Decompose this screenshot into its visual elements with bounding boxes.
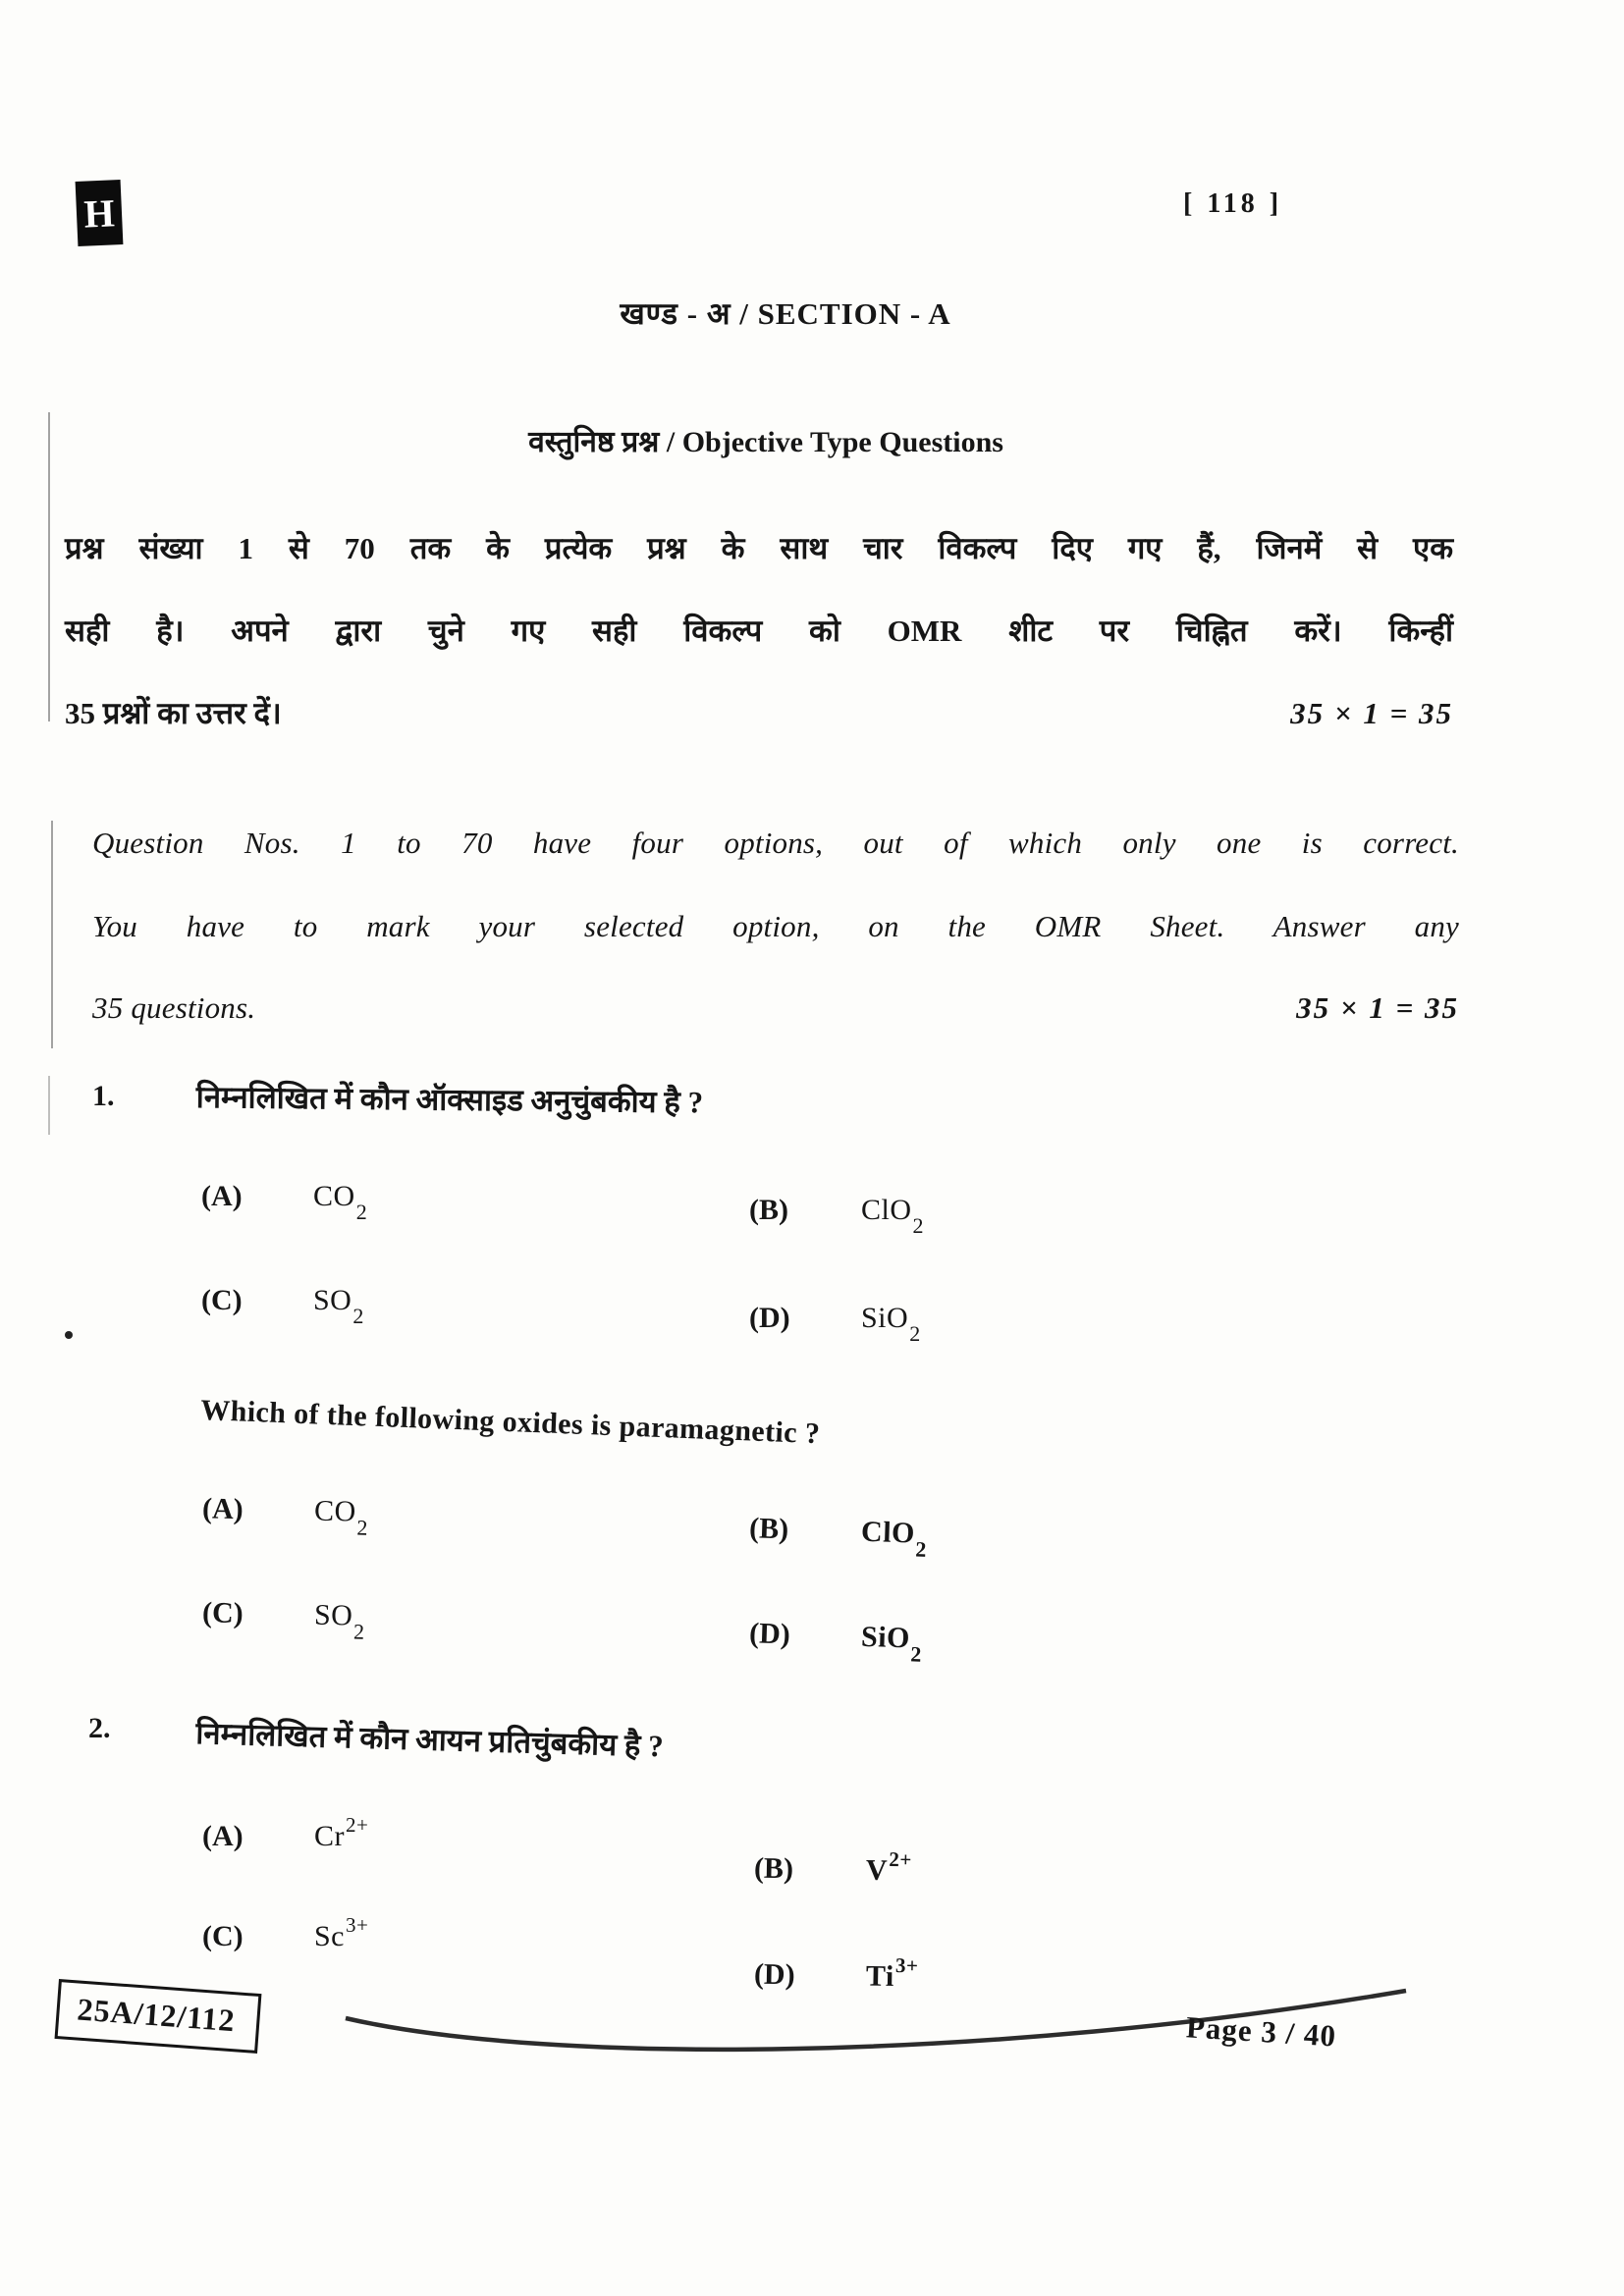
english-instructions-line3: 35 questions.: [92, 990, 256, 1025]
option-label: (D): [748, 1617, 791, 1651]
option-label: (C): [201, 1596, 244, 1630]
formula-subscript: 2: [912, 1213, 925, 1238]
option-label: (A): [202, 1820, 244, 1852]
paper-code: 25A/12/112: [76, 1991, 237, 2039]
formula-base: Ti: [865, 1959, 895, 1994]
english-instructions-line1: Question Nos. 1 to 70 have four options, out of which only one is correct.: [92, 826, 1459, 860]
formula-base: SiO: [861, 1302, 909, 1334]
formula-base: SO: [313, 1598, 353, 1632]
language-badge-letter: H: [82, 189, 116, 237]
option-formula: [313, 1284, 364, 1328]
option-label: (C): [202, 1920, 244, 1952]
q1-hindi-option-a: [201, 1180, 368, 1224]
section-subtitle: वस्तुनिष्ठ प्रश्न / Objective Type Questions: [528, 426, 1003, 458]
q1-english-option-a: [201, 1492, 369, 1540]
option-label: (B): [749, 1194, 788, 1226]
formula-base: Sc: [314, 1920, 345, 1952]
option-formula: [861, 1302, 921, 1346]
option-formula: [865, 1847, 913, 1889]
question2-number: 2.: [88, 1712, 111, 1744]
formula-subscript: 2: [915, 1536, 928, 1562]
paper-code-box: [55, 1979, 262, 2054]
hindi-instructions-line3-row: [65, 695, 1453, 731]
option-formula: [313, 1180, 368, 1224]
option-formula: [865, 1953, 919, 1995]
formula-base: CO: [313, 1180, 355, 1212]
option-label: (D): [753, 1957, 795, 1992]
q2-option-d: [754, 1954, 918, 1995]
formula-superscript: 2+: [889, 1847, 913, 1872]
question1-hindi-text: निम्नलिखित में कौन ऑक्साइड अनुचुंबकीय है ?: [195, 1079, 704, 1120]
formula-superscript: 3+: [894, 1953, 919, 1978]
q1-hindi-option-d: [749, 1302, 921, 1346]
formula-base: ClO: [860, 1515, 916, 1550]
option-formula: [861, 1194, 925, 1238]
option-formula: [313, 1598, 365, 1644]
q2-option-a: [202, 1813, 369, 1853]
formula-base: V: [865, 1853, 889, 1887]
scan-ink-speck: [65, 1331, 73, 1339]
option-formula: [313, 1494, 369, 1540]
formula-base: CO: [313, 1494, 357, 1528]
formula-base: Cr: [314, 1820, 345, 1852]
formula-subscript: 2: [352, 1304, 364, 1328]
q2-option-c: [202, 1913, 369, 1953]
english-instructions-line2: You have to mark your selected option, on the OMR Sheet. Answer any: [92, 909, 1459, 943]
formula-subscript: 2: [909, 1321, 921, 1346]
formula-superscript: 3+: [346, 1913, 369, 1937]
booklet-number: [ 118 ]: [1183, 188, 1283, 219]
q1-hindi-option-b: [749, 1194, 925, 1238]
question1-english-text: Which of the following oxides is paramagnetic ?: [199, 1394, 821, 1451]
scan-margin-line: [48, 1076, 50, 1135]
formula-base: ClO: [861, 1194, 912, 1226]
option-label: (D): [749, 1302, 790, 1334]
question2-hindi-text: निम्नलिखित में कौन आयन प्रतिचुंबकीय है ?: [194, 1715, 665, 1764]
option-label: (A): [201, 1492, 244, 1526]
scan-margin-line: [51, 821, 53, 1048]
formula-base: SO: [313, 1284, 352, 1316]
q1-hindi-option-c: [201, 1284, 364, 1328]
page-number: Page 3 / 40: [1185, 2009, 1338, 2054]
hindi-instructions-line3: 35 प्रश्नों का उत्तर दें।: [65, 696, 282, 730]
hindi-marks-scheme: 35 × 1 = 35: [1290, 696, 1453, 730]
option-formula: [314, 1813, 369, 1853]
option-formula: [314, 1913, 369, 1953]
english-instructions-line3-row: [92, 989, 1459, 1026]
q1-english-option-b: [748, 1512, 928, 1562]
hindi-instructions-line1: प्रश्न संख्या 1 से 70 तक के प्रत्येक प्रश्न के साथ चार विकल्प दिए गए हैं, जिनमें से एक: [65, 531, 1453, 565]
question1-number: 1.: [92, 1080, 115, 1112]
q1-english-option-c: [201, 1596, 365, 1644]
option-label: (C): [201, 1284, 243, 1316]
formula-subscript: 2: [355, 1200, 368, 1224]
section-title: खण्ड - अ / SECTION - A: [620, 296, 951, 331]
hindi-instructions-line2: सही है। अपने द्वारा चुने गए सही विकल्प को OMR शीट पर चिह्नित करें। किन्हीं: [65, 614, 1453, 648]
formula-superscript: 2+: [346, 1813, 369, 1837]
option-label: (B): [753, 1851, 794, 1886]
formula-subscript: 2: [910, 1641, 923, 1667]
q1-english-option-d: [748, 1617, 923, 1667]
formula-base: SiO: [860, 1620, 911, 1655]
q2-option-b: [754, 1848, 911, 1889]
option-formula: [860, 1620, 923, 1667]
option-label: (A): [201, 1180, 243, 1212]
english-marks-scheme: 35 × 1 = 35: [1296, 990, 1459, 1025]
language-badge: [76, 180, 124, 246]
formula-subscript: 2: [356, 1515, 369, 1540]
option-label: (B): [748, 1512, 789, 1546]
option-formula: [860, 1515, 928, 1562]
formula-subscript: 2: [352, 1619, 365, 1644]
